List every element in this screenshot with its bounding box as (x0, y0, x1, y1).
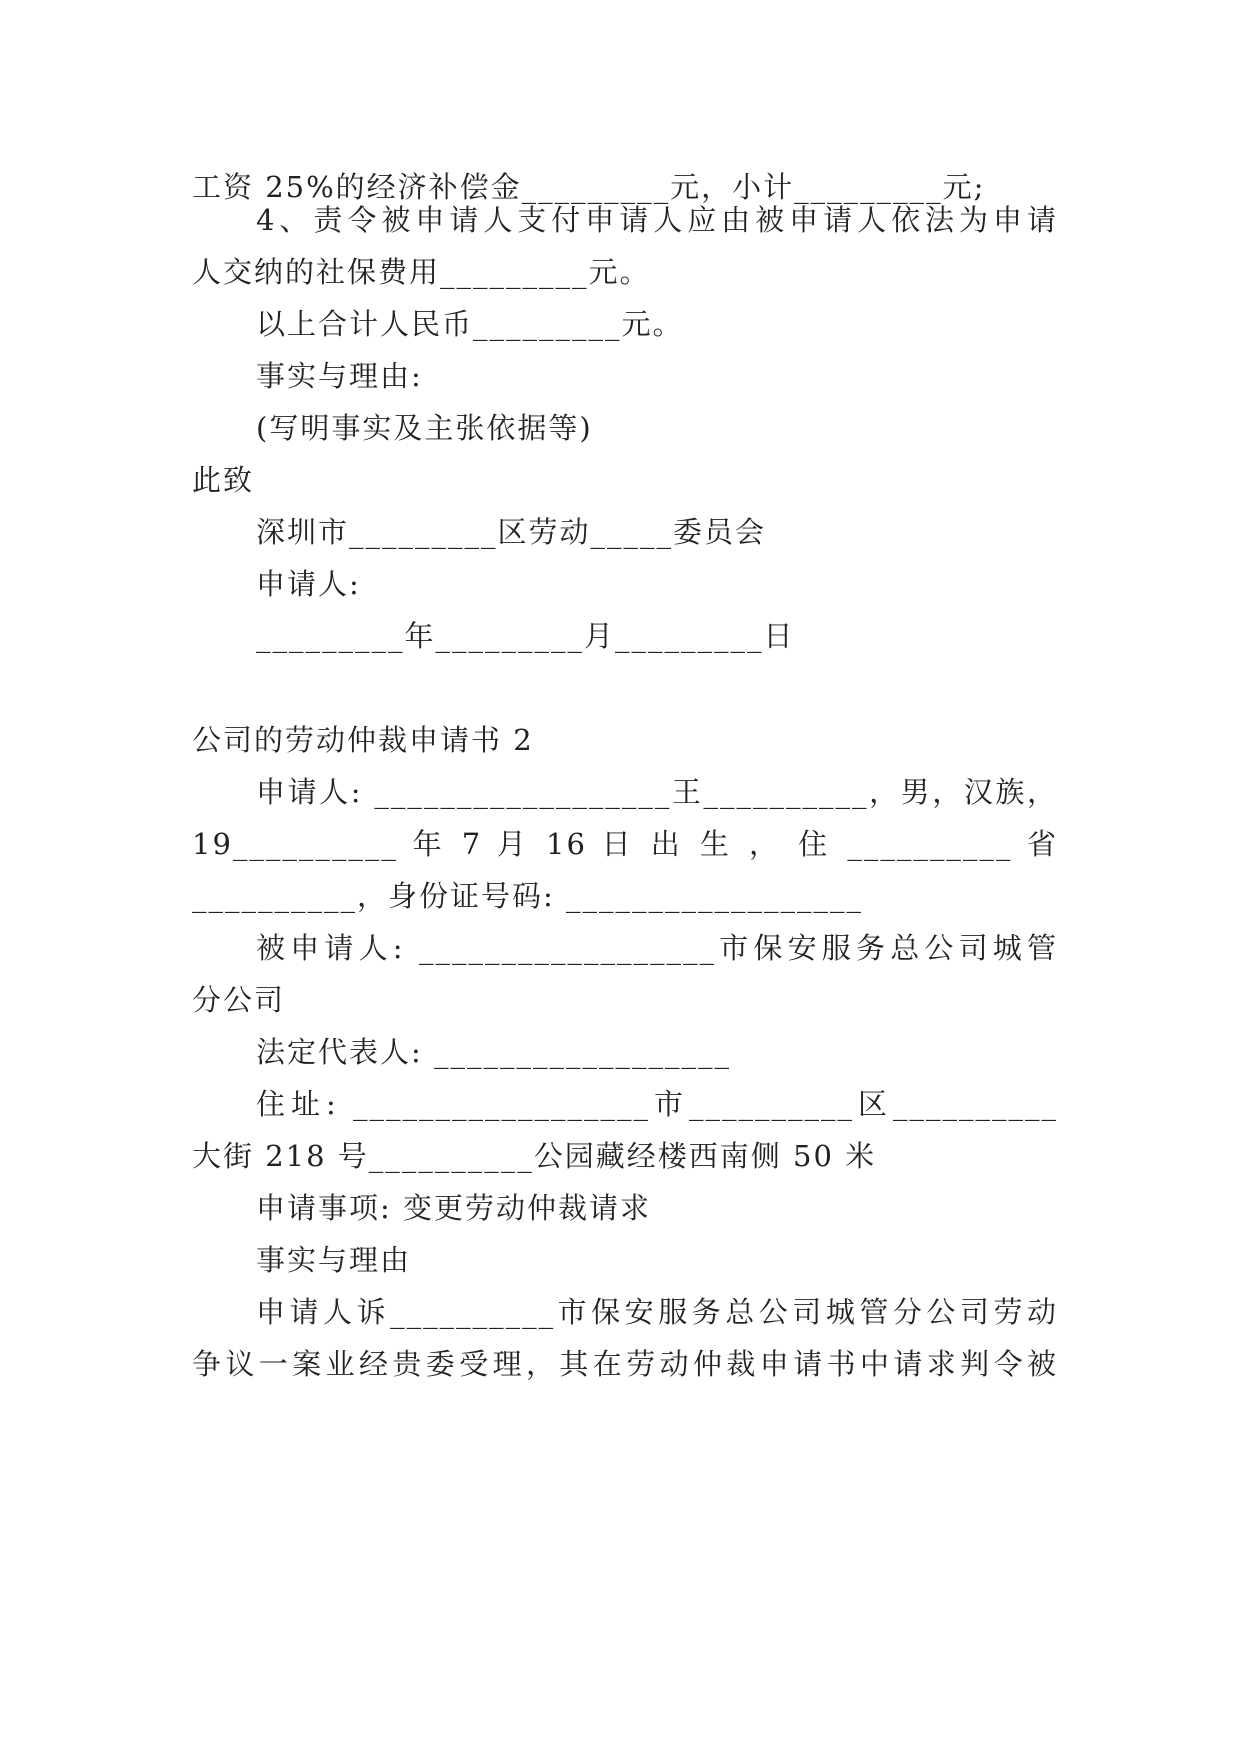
text-line-17: 法定代表人: __________________ (256, 1035, 731, 1069)
text-line-16: 分公司 (192, 983, 286, 1017)
text-line-6: (写明事实及主张依据等) (256, 411, 593, 445)
text-line-9: 申请人: (256, 567, 361, 601)
text-line-12: 申请人: __________________王__________，男，汉族， (256, 775, 1058, 809)
text-line-5: 事实与理由: (256, 359, 423, 393)
text-line-2: 4、责令被申请人支付申请人应由被申请人依法为申请 (256, 203, 1058, 237)
text-line-20: 申请事项: 变更劳动仲裁请求 (256, 1191, 651, 1225)
text-line-22: 申请人诉__________市保安服务总公司城管分公司劳动 (256, 1295, 1058, 1329)
text-line-19: 大街 218 号__________公园藏经楼西南侧 50 米 (192, 1139, 877, 1173)
text-line-7: 此致 (192, 463, 255, 497)
text-line-10: _________年_________月_________日 (256, 619, 795, 653)
text-line-18: 住址: __________________市__________区__________ (256, 1087, 1058, 1121)
text-line-4: 以上合计人民币_________元。 (256, 307, 684, 341)
text-line-15: 被申请人: __________________市保安服务总公司城管 (256, 931, 1058, 965)
text-line-14: __________，身份证号码: __________________ (192, 879, 863, 913)
text-line-23: 争议一案业经贵委受理，其在劳动仲裁申请书中请求判令被 (192, 1347, 1058, 1381)
text-line-13: 19__________ 年 7 月 16 日 出 生 ， 住 __________ 省 (192, 827, 1058, 861)
text-line-3: 人交纳的社保费用_________元。 (192, 255, 651, 289)
text-line-21: 事实与理由 (256, 1243, 412, 1277)
text-line-8: 深圳市_________区劳动_____委员会 (256, 515, 767, 549)
section-title: 公司的劳动仲裁申请书 2 (192, 723, 534, 757)
text-line-1: 工资 25%的经济补偿金_________元，小计_________元; (192, 170, 986, 204)
